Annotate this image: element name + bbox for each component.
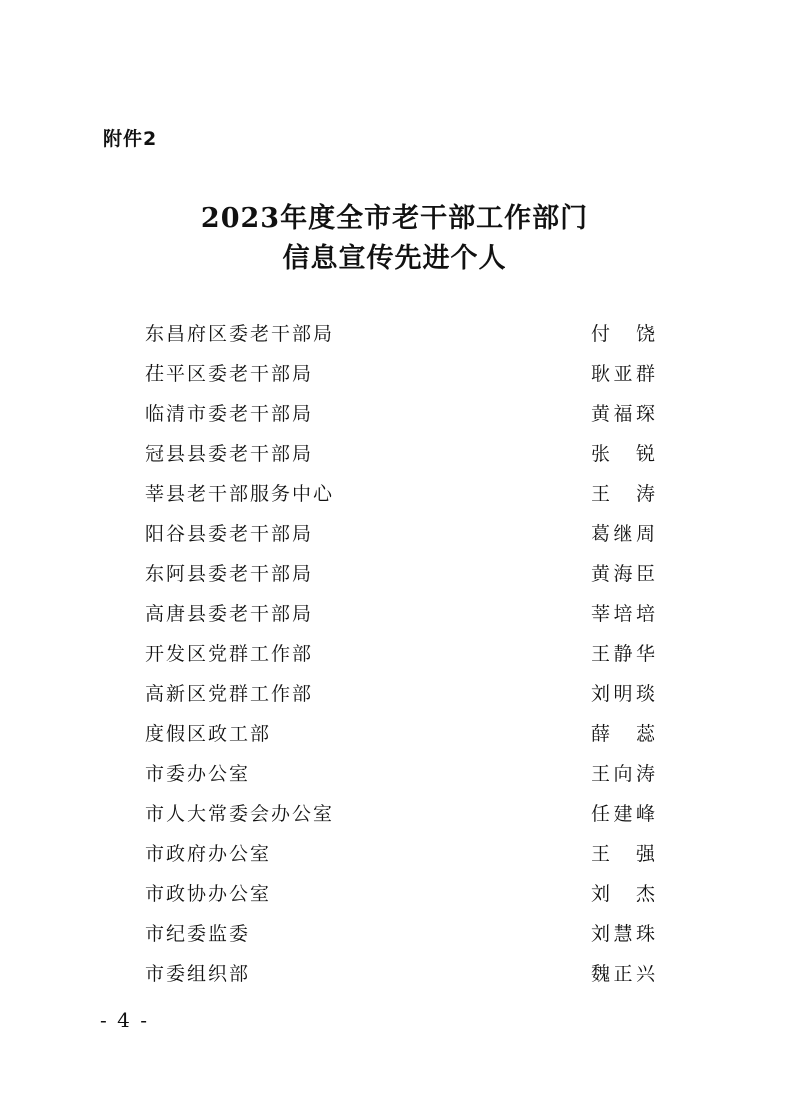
list-item [145, 438, 655, 478]
department-name: 市纪委监委 [145, 923, 251, 945]
department-name: 市委组织部 [145, 963, 251, 985]
department-name: 市委办公室 [145, 763, 251, 785]
department-name: 临清市委老干部局 [145, 403, 314, 425]
list-item [145, 838, 655, 878]
list-item [145, 318, 655, 358]
department-name: 茌平区委老干部局 [145, 363, 314, 385]
list-item [145, 678, 655, 718]
attachment-label: 附件2 [103, 128, 158, 150]
department-name: 市政协办公室 [145, 883, 272, 905]
department-name: 市人大常委会办公室 [145, 803, 335, 825]
person-name: 王向涛 [591, 763, 655, 785]
list-item [145, 518, 655, 558]
page-number: - 4 - [100, 1008, 149, 1032]
person-name: 耿亚群 [591, 363, 655, 385]
department-name: 冠县县委老干部局 [145, 443, 314, 465]
list-item [145, 398, 655, 438]
list-item [145, 478, 655, 518]
department-name: 市政府办公室 [145, 843, 272, 865]
person-name: 莘培培 [591, 603, 655, 625]
person-name: 黄海臣 [591, 563, 655, 585]
document-title-line-1: 2023年度全市老干部工作部门 [200, 203, 589, 234]
department-name: 开发区党群工作部 [145, 643, 314, 665]
department-name: 高新区党群工作部 [145, 683, 314, 705]
list-item [145, 958, 655, 998]
department-name: 阳谷县委老干部局 [145, 523, 314, 545]
list-item [145, 758, 655, 798]
department-name: 莘县老干部服务中心 [145, 483, 335, 505]
list-item [145, 878, 655, 918]
person-name: 葛继周 [591, 523, 655, 545]
list-item [145, 718, 655, 758]
person-name: 王静华 [591, 643, 655, 665]
list-item [145, 638, 655, 678]
person-name: 张 锐 [591, 443, 655, 465]
person-name: 王 强 [591, 843, 655, 865]
list-item [145, 358, 655, 398]
honoree-list [145, 318, 655, 998]
department-name: 度假区政工部 [145, 723, 272, 745]
list-item [145, 918, 655, 958]
person-name: 刘 杰 [591, 883, 655, 905]
list-item [145, 558, 655, 598]
person-name: 薛 蕊 [591, 723, 655, 745]
document-title-line-2: 信息宣传先进个人 [282, 243, 507, 274]
person-name: 黄福琛 [591, 403, 655, 425]
list-item [145, 598, 655, 638]
person-name: 刘明琰 [591, 683, 655, 705]
person-name: 魏正兴 [591, 963, 655, 985]
department-name: 东昌府区委老干部局 [145, 323, 335, 345]
person-name: 任建峰 [591, 803, 655, 825]
department-name: 高唐县委老干部局 [145, 603, 314, 625]
department-name: 东阿县委老干部局 [145, 563, 314, 585]
person-name: 付 饶 [591, 323, 655, 345]
list-item [145, 798, 655, 838]
person-name: 刘慧珠 [591, 923, 655, 945]
person-name: 王 涛 [591, 483, 655, 505]
